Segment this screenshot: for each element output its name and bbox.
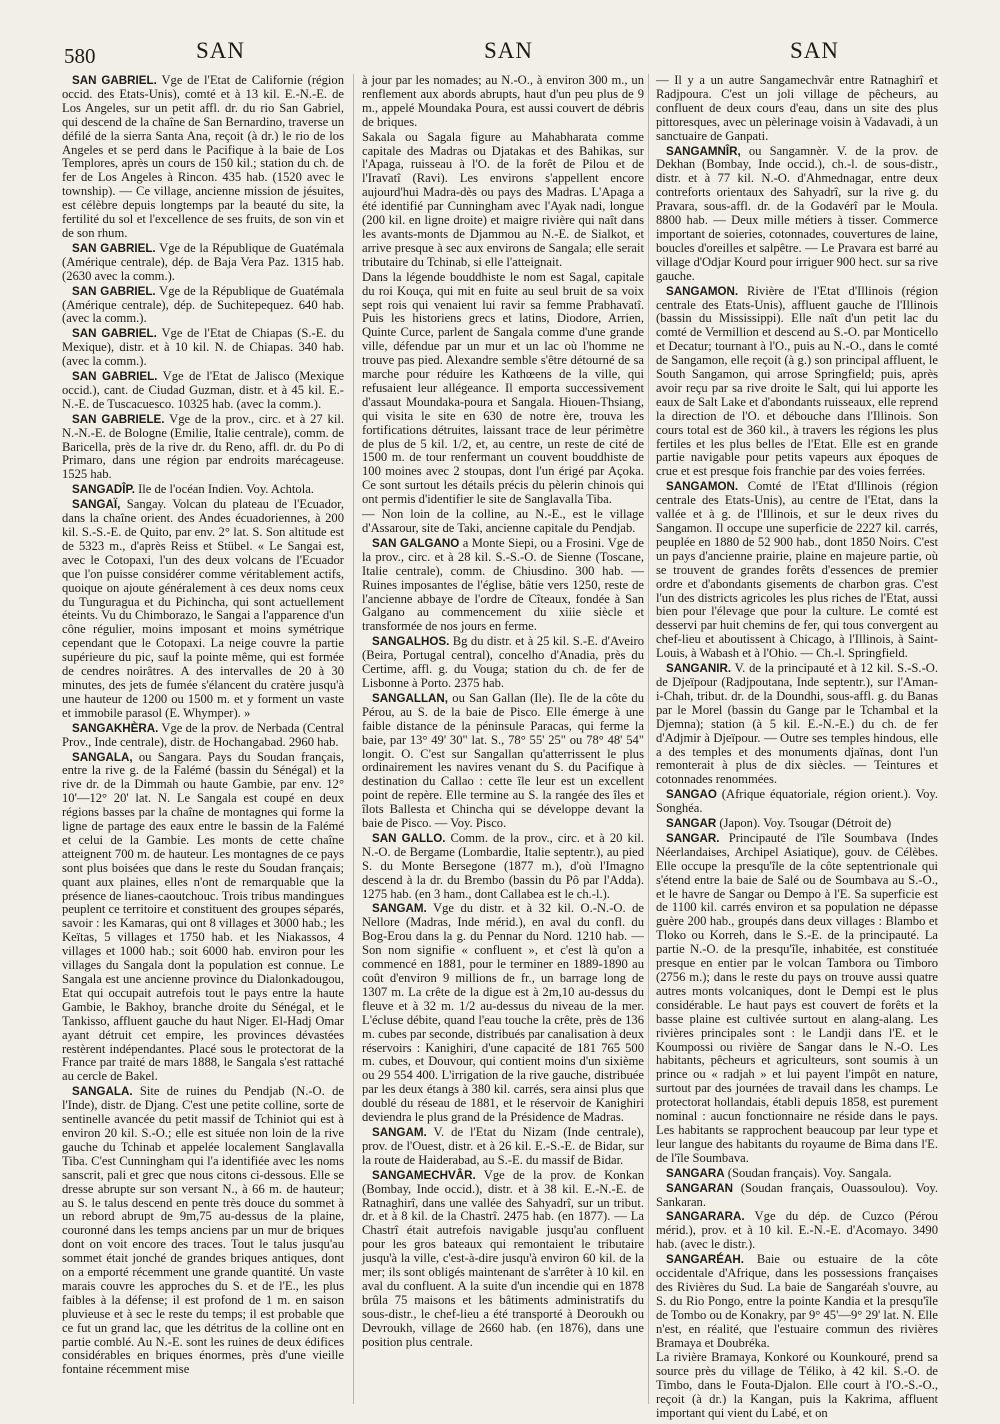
dictionary-entry xyxy=(656,1253,938,1350)
dictionary-entry xyxy=(362,508,644,536)
dictionary-entry xyxy=(656,832,938,1166)
entry-headword: SANGALA. xyxy=(72,1085,133,1099)
dictionary-entry xyxy=(62,370,344,412)
dictionary-entry xyxy=(656,1182,938,1210)
dictionary-entry xyxy=(62,74,344,241)
running-head-left: SAN xyxy=(196,38,246,63)
dictionary-entry xyxy=(656,1167,938,1181)
entry-text: — Il y a un autre Sangamechvâr entre Ratnaghirî et Radjpoura. C'est un joli village de pêcheurs, au confluent de deux cours d'eau, dans un site des plus pittoresques, avec un pèlerinage voisin à Vadavadi, à un sanctuaire de Ganpati. xyxy=(656,73,938,143)
entry-headword: SAN GABRIELE. xyxy=(72,412,165,426)
entry-text: ou San Gallan (Ile). Ile de la côte du Pérou, au S. de la baie de Pisco. Elle émerge à une faible distance de la péninsule Paracas, qui ferme la baie, par 13° 49' 30" lat. S., 78° 55' 25" ou 78° 48' 54" longit. O. C'est sur Sangallan qu'atterrissent le plus ordinairement les navires venant du S. du Pacifique à destination du Callao : cette île leur est un excellent point de repère. Elle termine au S. la rangée des îles et îlots Ballesta et Chincha qui se développe devant la baie de Pisco. — Voy. Pisco. xyxy=(362,690,644,831)
entry-text: Ile de l'océan Indien. Voy. Achtola. xyxy=(138,482,314,497)
entry-headword: SANGAMON. xyxy=(666,284,739,298)
entry-headword: SANGAR xyxy=(666,817,717,831)
entry-text: Sangay. Volcan du plateau de l'Ecuador, dans la chaîne orient. des Andes écuadoriennes, à 200 kil. S.-S.-E. de Quito, par env. 2° lat. S. Son altitude est de 5323 m., d'après Reiss et Stübel. « Le Sangai est, avec le Cotopaxi, l'un des deux volcans de l'Ecuador que l'on puisse considérer comme véritablement actifs, quoique on ajoute généralement à ces deux noms ceux du Tunguragua et du Pichincha, qui sont actuellement éteints. Vu du Chimborazo, le Sangai a l'apparence d'un cône régulier, moins imposant et moins symétrique cependant que le Cotopaxi. La neige couvre la partie supérieure du pic, sauf la pointe même, qui est formée de cendres noirâtres. A des intervalles de 20 à 30 minutes, des jets de fumée s'élancent du cratère jusqu'à une hauteur de 1200 ou 1500 m. et y forment un vaste et immobile parasol (E. Whymper). » xyxy=(62,497,345,720)
dictionary-entry xyxy=(62,242,344,284)
dictionary-entry xyxy=(362,902,644,1125)
dictionary-entry xyxy=(656,662,938,787)
entry-text: Comm. de la prov., circ. et à 20 kil. N.-O. de Bergame (Lombardie, Italie septentr.), au pied S. du Monte Bersegone (1877 m.), d'où l'Imagno descend à la dr. du Brembo (bassin du Pô par l'Adda). 1275 hab. (en 3 ham., dont Callabea est le ch.-l.). xyxy=(362,830,644,901)
dictionary-entry xyxy=(656,1210,938,1252)
dictionary-entry xyxy=(656,817,938,831)
dictionary-entry xyxy=(656,285,938,480)
dictionary-entry xyxy=(62,1085,344,1377)
entry-text: Vge de la prov. de Konkan (Bombay, Inde occid.), distr. et à 38 kil. E.-N.-E. de Ratnaghirî, dans une vallée des Sahyadrî, sur un tribut. dr. et à 8 kil. de la Chastrî. 2475 hab. (en 1877). — La Chastrî était autrefois navigable jusqu'au confluent pour les gros bateaux qui remontaient le tributaire jusqu'à la ville, c'est-à-dire jusqu'à environ 60 kil. de la mer; ils sont obligés maintenant de s'arrêter à 10 kil. en aval du confluent. A la suite d'un incendie qui en 1878 brûla 75 maisons et les bâtiments administratifs du sous-distr., le chef-lieu a été transporté à Deoroukh ou Devroukh, village de 2660 hab. (en 1876), dans une position plus centrale. xyxy=(362,1167,645,1349)
entry-text: (Japon). Voy. Tsougar (Détroit de) xyxy=(719,816,892,831)
entry-text: Vge de la République de Guatémala (Amérique centrale), dép. de Baja Vera Paz. 1315 hab. (2630 avec la comm.). xyxy=(62,240,345,283)
entry-text: Dans la légende bouddhiste le nom est Sagal, capitale du roi Kouça, qui mit en fuite au seul bruit de sa voix sept rois qui venaient lui ravir sa femme Prabhavatî. Puis les historiens grecs et latins, Diodore, Arrien, Quinte Curce, parlent de Sangala comme d'une grande ville, défendue par un mur et un lac où l'homme ne trouve pas pied. Alexandre semble s'être détourné de sa marche pour réduire les Kathœens de la ville, qui refusaient leur allégeance. Il emporta successivement d'assaut Moundaka-poura et Sangala. Hiouen-Thsiang, qui visita le site en 630 de notre ère, trouva les fortifications détruites, laissant trace de leur périmètre de plus de 5 kil. 1/2, et, au centre, un reste de cité de 1500 m. de tour renfermant un couvent bouddhiste de 100 moines avec 2 stoupas, dont l'un érigé par Açoka. Ce sont surtout les détails précis du pèlerin chinois qui ont permis d'identifier le site de Sanglavalla Tiba. xyxy=(362,269,644,507)
dictionary-entry xyxy=(62,327,344,369)
entry-text: (Soudan français). Voy. Sangala. xyxy=(727,1165,892,1180)
dictionary-entry xyxy=(62,413,344,483)
entry-headword: SAN GABRIEL. xyxy=(72,241,156,255)
entry-text: ou Sangamnèr. V. de la prov. de Dekhan (Bombay, Inde occid.), ch.-l. de sous-distr., distr. et à 77 kil. N.-O. d'Ahmednagar, entre deux contreforts orientaux des Sahyadrî, sur la rive g. du Pravara, sous-affl. dr. de la Godavérî par le Moula. 8800 hab. — Deux mille métiers à tisser. Commerce important de soieries, cotonnades, couvertures de laine, boucles d'oreilles et salpêtre. — Le Pravara est barré au village d'Odjar Kourd pour irriguer 900 hect. sur sa rive gauche. xyxy=(656,143,938,283)
entry-text: Vge de l'Etat de Chiapas (S.-E. du Mexique), distr. et à 10 kil. N. de Chiapas. 340 hab. (avec la comm.). xyxy=(62,326,344,369)
entry-text: (Afrique équatoriale, région orient.). Voy. Songhéa. xyxy=(656,787,938,816)
entry-headword: SANGANIR. xyxy=(666,662,732,676)
text-column-1 xyxy=(62,74,344,1404)
dictionary-entry xyxy=(62,751,344,1085)
running-head-center: SAN xyxy=(484,38,534,63)
entry-headword: SAN GABRIEL. xyxy=(72,284,156,298)
entry-headword: SAN GABRIEL. xyxy=(72,370,158,384)
dictionary-entry xyxy=(62,483,344,497)
entry-text: Vge de la République de Guatémala (Amérique centrale), dép. de Suchitepequez. 640 hab. (avec la comm.). xyxy=(62,283,345,326)
entry-text: Site de ruines du Pendjab (N.-O. de l'Inde), distr. de Djang. C'est une petite colline, sorte de sentinelle avancée du petit massif de Tchiniot qui est à environ 20 kil. S.-O.; elle est située non loin de la rive gauche du Tchinab et appelée localement Sanglavalla Tiba. C'est Cunningham qui l'a identifiée avec les noms sanscrit, pali et grec que nous citons ci-dessous. Elle se dresse abrupte sur son versant N., à 66 m. de hauteur; au S. le talus descend en pente très douce du sommet à un rebord abrupt de 9m,75 au-dessus de la plaine, couronné dans les temps anciens par un mur de briques dont on voit encore des traces. Tout le talus jusqu'au sommet était jonché de grandes briques antiques, dont on a emporté récemment une grande quantité. Un vaste marais couvre les approches du S. et de l'E., les plus faibles à la défense; il est profond de 1 m. en saison pluvieuse et à sec le reste du temps; il est probable que ce fut un grand lac, que les détritus de la colline ont en partie comblé. Au N.-E. sont les ruines de deux édifices considérables en briques énormes, près d'une vieille fontaine récemment mise xyxy=(62,1084,344,1377)
text-column-3 xyxy=(656,73,939,1421)
entry-text: V. de la principauté et à 12 kil. S.-S.-O. de Djeïpour (Radjpoutana, Inde septentr.), sur l'Aman-i-Chah, tribut. dr. de la Doundhi, sous-affl. g. du Banas par le Morel (bassin du Gange par le Tchambal et la Djemna); station (à 5 kil. E.-N.-E.) du ch. de fer d'Adjmir à Djeïpour. — Outre ses temples hindous, elle a des temples et des monuments djaïnas, dont l'un remonterait à plus de dix siècles. — Teintures et cotonnades renommées. xyxy=(656,661,939,787)
entry-text: Vge de la prov., circ. et à 27 kil. N.-N.-E. de Bologne (Emilie, Italie centrale), comm. de Baricella, près de la rive dr. du Reno, affl. dr. du Po di Primaro, dans une région par endroits marécageuse. 1525 hab. xyxy=(62,411,345,482)
entry-headword: SANGAÏ, xyxy=(72,498,121,512)
dictionary-entry xyxy=(362,1126,644,1168)
dictionary-entry xyxy=(362,74,644,130)
entry-headword: SANGARÉAH. xyxy=(666,1253,744,1267)
dictionary-entry xyxy=(62,722,344,750)
entry-headword: SANGAKHÈRA. xyxy=(72,721,159,735)
entry-text: Rivière de l'Etat d'Illinois (région centrale des Etats-Unis), affluent gauche de l'Illinois (bassin du Mississippi). Elle naît d'un petit lac du comté de Vermillion et descend au S.-O. par Monticello et Decatur; tournant à l'O., puis au N.-O., dans le comté de Sangamon, elle reçoit (à g.) son principal affluent, le South Sangamon, qui arrose Springfield; puis, après avoir reçu par sa rive droite le Salt, qui lui apporte les eaux de Salt Lake et d'abondants ruisseaux, elle reprend la direction de l'O. et débouche dans l'Illinois. Son cours total est de 360 kil., à travers les régions les plus fertiles et les plus belles de l'Etat. Elle est en grande partie navigable pour petits vapeurs aux époques de crue et est presque fois franchie par des voies ferrées. xyxy=(656,283,939,479)
dictionary-entry xyxy=(362,635,644,691)
dictionary-entry xyxy=(362,271,644,507)
entry-headword: SANGAMON. xyxy=(666,480,739,494)
entry-headword: SAN GABRIEL. xyxy=(72,327,157,341)
entry-text: La rivière Bramaya, Konkoré ou Kounkouré, prend sa source près du village de Téliko, à 42 kil. S.-O. de Timbo, dans le Fouta-Djalon. Elle court à l'O.-S.-O., reçoit (à dr.) la Kangan, puis la Kakrima, affluent important qui vient du Labé, et on xyxy=(656,1350,938,1421)
entry-headword: SANGALLAN, xyxy=(372,691,448,705)
entry-headword: SANGARA xyxy=(666,1166,725,1180)
entry-text: — Non loin de la colline, au N.-E., est le village d'Assarour, site de Taki, ancienne capitale du Pendjab. xyxy=(362,507,644,535)
entry-text: Sakala ou Sagala figure au Mahabharata comme capitale des Madras ou Djatakas et des Bahikas, sur l'Apaga, ruisseau à l'O. de la forêt de Pilou et de l'Iravatî (Ravi). Les environs s'appellent encore aujourd'hui Madra-dès ou pays des Madras. L'Apaga a été identifié par Cunningham avec l'Ayak nadi, longue (200 kil. en ligne droite) et maigre rivière qui naît dans les avants-monts de Djammou au N.-E. de Sialkot, et arrive presque à sec aux environs de Sangala; elle serait tributaire du Tchinab, si elle l'atteignait. xyxy=(362,129,644,269)
entry-headword: SANGARAN xyxy=(666,1181,733,1195)
entry-headword: SANGAR. xyxy=(666,831,720,845)
running-head-right: SAN xyxy=(790,38,840,63)
entry-headword: SANGAMNÎR, xyxy=(666,144,741,158)
dictionary-entry xyxy=(656,480,938,661)
entry-text: Principauté de l'île Soumbava (Indes Néerlandaises, Archipel Asiatique), gouv. de Célèbes. Elle occupe la presqu'île de la côte septentrionale qui s'étend entre la baie de Salé ou de Soumbava au S.-O., et le havre de Sangar ou Dempo à l'E. Sa superficie est de 1100 kil. carrés environ et sa population ne dépasse guère 200 hab., groupés dans deux villages : Blambo et Tloko ou Korreh, dans le S.-E. de la principauté. La partie N.-O. de la presqu'île, inhabitée, est constituée presque en entier par le volcan Tambora ou Timboro (2756 m.); dans le reste du pays on trouve aussi quatre autres monts volcaniques, dont le Dempi est le plus considérable. Le haut pays est couvert de forêts et la basse plaine est cultivée surtout en alang-alang. Les rivières principales sont : le Landji dans l'E. et le Koumpossi ou rivière de Sangar dans le N.-O. Les habitants, pêcheurs et agriculteurs, sont soumis à un prince ou « radjah » et lui payent l'impôt en nature, surtout par des journées de travail dans les champs. Le protectorat hollandais, établi depuis 1858, est purement nominal : aucun fonctionnaire ne réside dans le pays. Les habitants se rapprochent beaucoup par leur type et leur langue des habitants du royaume de Bima dans l'E. de l'île Soumbava. xyxy=(656,830,938,1165)
entry-text: Vge de l'Etat de Jalisco (Mexique occid.), cant. de Ciudad Guzman, distr. et à 45 kil. E.-N.-E. de Tuscacuesco. 10325 hab. (avec la comm.). xyxy=(62,369,344,411)
entry-text: Bg du distr. et à 25 kil. S.-E. d'Aveiro (Beira, Portugal central), concelho d'Anadia, près du Certime, affl. g. du Vouga; station du ch. de fer de Lisbonne à Porto. 2375 hab. xyxy=(362,634,644,690)
dictionary-entry xyxy=(362,537,644,634)
page-number: 580 xyxy=(64,44,96,68)
entry-text: (Soudan français, Ouassoulou). Voy. Sankaran. xyxy=(656,1180,938,1209)
dictionary-entry xyxy=(362,692,644,831)
entry-text: V. de l'Etat du Nizam (Inde centrale), prov. de l'Ouest, distr. et à 26 kil. E.-S.-E. de Bidar, sur la route de Haiderabad, au S.-E. du massif de Bidar. xyxy=(362,1124,645,1167)
column-divider xyxy=(648,74,649,1404)
dictionary-entry xyxy=(656,788,938,816)
entry-headword: SANGALHOS. xyxy=(372,635,450,649)
entry-text: Vge du distr. et à 32 kil. O.-N.-O. de Nellore (Madras, Inde mérid.), en aval du confl. du Bog-Erou dans la g. du Pennar du Nord. 1210 hab. — Son nom signifie « confluent », et c'est là qu'on a commencé en 1881, pour le terminer en 1889-1890 au coût d'environ 9 millions de fr., un barrage long de 1307 m. La crête de la digue est à 2m,10 au-dessus du fleuve et à 32 m. 1/2 au-dessus du niveau de la mer. L'écluse débite, quand l'eau touche la crête, près de 136 m. cubes par seconde, distribués par canalisation à deux réservoirs : Kanighiri, d'une capacité de 181 765 500 m. cubes, et Douvour, qui contient moins d'un sixième ou 29 554 400. L'irrigation de la rive gauche, distribuée par les deux étangs à 380 kil. carrés, sera ainsi plus que doublé du réseau de 1881, et le réservoir de Kanighiri deviendra le plus grand de la Présidence de Madras. xyxy=(362,901,645,1125)
entry-headword: SANGAO xyxy=(666,788,717,802)
entry-text: Vge du dép. de Cuzco (Pérou mérid.), prov. et à 10 kil. E.-N.-E. d'Acomayo. 3490 hab. (avec le distr.). xyxy=(656,1209,938,1252)
entry-headword: SANGALA, xyxy=(72,750,133,764)
running-head xyxy=(0,38,1000,72)
entry-headword: SAN GALLO. xyxy=(372,831,446,845)
entry-text: Vge de l'Etat de Californie (région occid. des Etats-Unis), comté et à 13 kil. E.-N.-E. de Los Angeles, sur un petit affl. dr. du rio San Gabriel, qui descend de la chaîne de San Bernardino, traverse un défilé de la sierra Santa Ana, reçoit (à dr.) le rio de los Angeles et se perd dans le Pacifique à la baie de Los Templores, après un cours de 150 kil.; station du ch. de fer de Los Angeles à Rincon. 435 hab. (1520 avec le township). — Ce village, ancienne mission de jésuites, est célèbre depuis longtemps par la beauté du site, la fertilité du sol et l'excellence de ses fruits, de son vin et de son rhum. xyxy=(62,73,344,240)
entry-headword: SANGARARA. xyxy=(666,1210,745,1224)
entry-headword: SANGAM. xyxy=(372,1125,427,1139)
dictionary-entry xyxy=(656,1351,938,1421)
dictionary-entry xyxy=(362,131,644,270)
entry-headword: SAN GABRIEL. xyxy=(72,74,157,87)
dictionary-entry xyxy=(656,74,938,144)
entry-text: Baie ou estuaire de la côte occidentale d'Afrique, dans les possessions françaises des Rivières du Sud. La baie de Sangaréah s'ouvre, au S. du Rio Pongo, entre la pointe Kandia et la presqu'île de Tombo ou de Konakry, par 9° 45'—9° 29' lat. N. Elle n'est, en réalité, que l'estuaire commun des rivières Bramaya et Doubréka. xyxy=(656,1252,938,1350)
dictionary-entry xyxy=(62,285,344,327)
entry-headword: SAN GALGANO xyxy=(372,536,460,550)
dictionary-entry xyxy=(362,832,644,902)
dictionary-entry xyxy=(656,145,938,284)
entry-text: ou Sangara. Pays du Soudan français, entre la rive g. de la Falémé (bassin du Sénégal) et la rive dr. de la Dimmah ou haute Gambie, par env. 12° 10'—12° 20' lat. N. Le Sangala est coupé en deux régions basses par la chaîne de montagnes qui forme la ligne de partage des eaux entre le bassin de la Falémé et celui de la Gambie. Les monts de cette chaîne atteignent 700 m. de hauteur. Les montagnes de ce pays sont plus boisées que dans le reste du Soudan français; quant aux plaines, elles n'ont de remarquable que la présence de lianes-caoutchouc. Trois tribus mandingues peuplent ce territoire et constituent des groupes séparés, savoir : les Kamaras, qui ont 8 villages et 3000 hab.; les Keïtas, 5 villages et 1750 hab. et les Niakassos, 4 villages et 1000 hab.; soit 6000 hab. environ pour les villages du Sangala dont la population est connue. Le Sangala est une ancienne province du Dialonkadougou, Etat qui occupait autrefois tout le pays entre la haute Gambie, le Bakhoy, branche droite du Sénégal, et le Tankisso, affluent gauche du haut Niger. El-Hadj Omar ayant détruit cet empire, les provinces dévastées restèrent indépendantes. Placé sous le protectorat de la France par traité de mars 1888, le Sangala s'est rattaché au cercle de Bakel. xyxy=(62,749,344,1084)
entry-headword: SANGAM. xyxy=(372,902,427,916)
entry-text: a Monte Siepi, ou a Frosini. Vge de la prov., circ. et à 28 kil. S.-S.-O. de Sienne (Toscane, Italie centrale), comm. de Chiusdino. 300 hab. — Ruines imposantes de l'église, bâtie vers 1250, reste de l'ancienne abbaye de l'ordre de Cîteaux, fondée à San Galgano au commencement du xiiie siècle et transformée de nos jours en ferme. xyxy=(362,535,644,634)
entry-headword: SANGAMECHVÂR. xyxy=(372,1168,476,1182)
text-column-2 xyxy=(362,74,644,1404)
entry-headword: SANGADÎP. xyxy=(72,483,135,497)
column-divider xyxy=(353,74,354,1404)
entry-text: à jour par les nomades; au N.-O., à environ 300 m., un renflement aux abords abrupts, haut d'un peu plus de 9 m., appelé Moundaka Poura, est aussi couvert de débris de briques. xyxy=(362,73,644,129)
entry-text: Comté de l'Etat d'Illinois (région centrale des Etats-Unis), au centre de l'Etat, dans la vallée et à g. de l'Illinois, et sur le deux rives du Sangamon. Il occupe une superficie de 2227 kil. carrés, peuplée en 1880 de 52 900 hab., dont 1850 Noirs. C'est un pays d'ancienne prairie, plaine en majeure partie, où se trouvent de grandes forêts d'essences de premier ordre et d'abondants gisements de charbon gras. C'est l'un des districts agricoles les plus riches de l'Etat, aussi bien pour l'élevage que pour la culture. Le comté est desservi par huit chemins de fer, qui tous convergent au chef-lieu et aboutissent à Chicago, à l'Illinois, à Saint-Louis, à Wabash et à l'Ohio. — Ch.-l. Springfield. xyxy=(656,479,938,661)
dictionary-entry xyxy=(362,1169,644,1350)
dictionary-entry xyxy=(62,498,344,721)
entry-text: Vge de la prov. de Nerbada (Central Prov., Inde centrale), distr. de Hochangabad. 2960 hab. xyxy=(62,720,345,749)
